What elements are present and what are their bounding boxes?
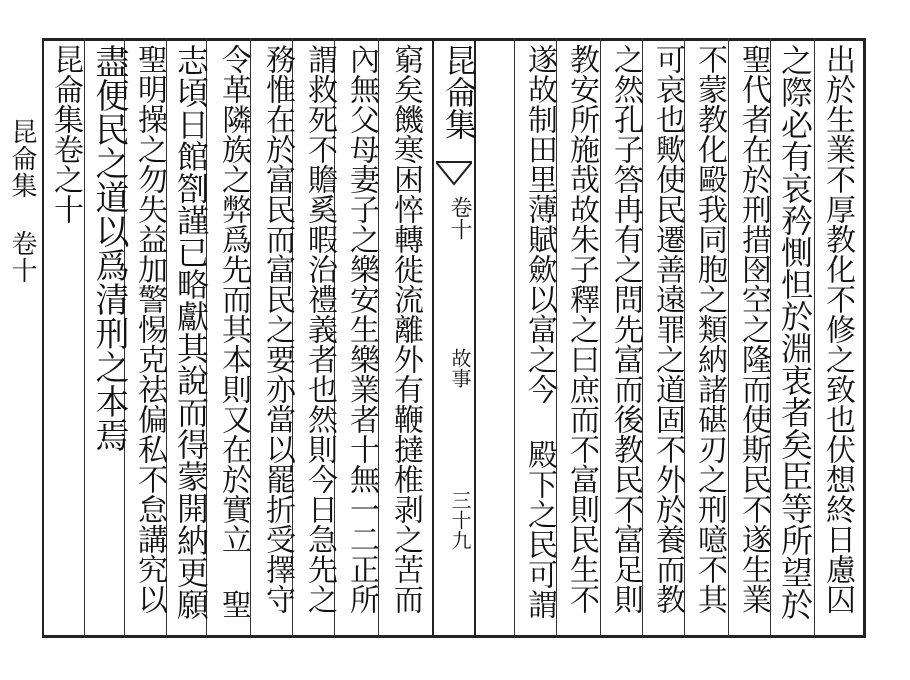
text-column: 教安所施哉故朱子釋之曰庶而不富則民生不 xyxy=(564,44,599,614)
text-column: 聖代者在於刑措囹空之隆而使斯民不遂生業 xyxy=(736,44,771,614)
text-column: 出於生業不厚教化不修之致也伏想終日慮囚 xyxy=(820,44,855,614)
text-column: 之然孔子答冉有之問先富而後教民不富足則 xyxy=(608,44,643,614)
column-rule xyxy=(814,38,815,638)
column-rule xyxy=(514,38,515,638)
gutter-book-title: 昆侖集 卷十 xyxy=(7,118,37,284)
column-rule xyxy=(728,38,729,638)
center-section: 故事 xyxy=(448,348,472,388)
text-column: 可哀也歟使民遷善遠罪之道固不外於養而教 xyxy=(650,44,685,614)
column-rule xyxy=(600,38,601,638)
center-strip-rule-left xyxy=(432,38,434,638)
text-column: 令革隣族之弊爲先而其本則又在於實立 聖 xyxy=(216,44,251,619)
text-column: 之際必有哀矜惻怛於淵衷者矣臣等所望於 xyxy=(776,44,814,620)
text-column: 聖明操之勿失益加警惕克祛偏私不怠講究以 xyxy=(132,44,167,614)
text-column: 內無父母妻子之樂安生樂業者十無一二正所 xyxy=(344,44,379,614)
text-column: 不蒙教化毆我同胞之類納諸碪刃之刑噫不其 xyxy=(692,44,727,614)
text-column: 窮矣饑寒困悴轉徙流離外有鞭撻椎剥之苦而 xyxy=(388,44,423,614)
center-book-title: 昆侖集 xyxy=(440,44,478,140)
center-page-number: 三十九 xyxy=(448,490,472,550)
closing-title: 昆侖集卷之十 xyxy=(48,44,83,224)
text-column: 謂救死不贍奚暇治禮義者也然則今日急先之 xyxy=(302,44,337,614)
text-column: 務惟在於富民而富民之要亦當以罷折受擇守 xyxy=(260,44,295,614)
center-volume: 卷十 xyxy=(447,196,472,240)
column-rule xyxy=(84,38,85,638)
text-column: 盡便民之道以爲清刑之本焉 xyxy=(89,44,129,452)
fishtail-ornament-icon xyxy=(436,160,472,186)
text-column: 遂故制田里薄賦歛以富之今 殿下之民可謂 xyxy=(522,44,557,619)
text-column: 志頃日館劄謹已略獻其說而得蒙開納更願 xyxy=(172,44,210,620)
